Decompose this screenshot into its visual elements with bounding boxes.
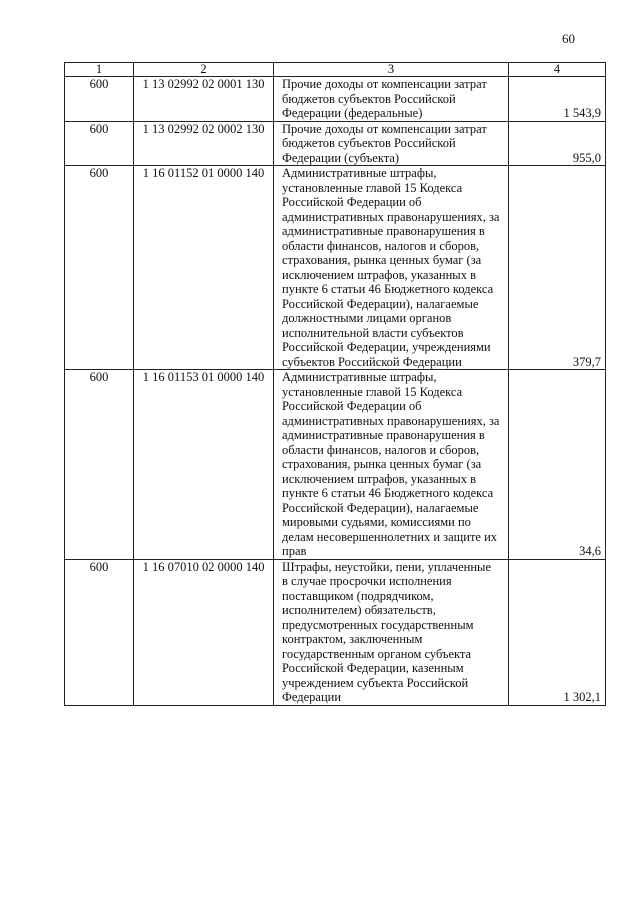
page-number: 60 [562,31,575,46]
table-row [65,121,606,166]
description-line: административных правонарушениях, за [282,209,500,224]
description-line: должностными лицами органов [282,311,452,325]
description-line: административных правонарушениях, за [282,413,500,428]
admin-code-cell: 600 [65,121,134,166]
description-line: Российской Федерации, казенным [282,661,464,675]
description-line: предусмотренных государственным [282,617,474,632]
description-line: Штрафы, неустойки, пени, уплаченные [282,559,491,574]
description-line: бюджетов субъектов Российской [282,136,456,150]
description-line: учреждением субъекта Российской [282,675,469,690]
budget-code-cell: 1 16 07010 02 0000 140 [134,559,274,705]
description-line: контрактом, заключенным [282,632,423,646]
table-row [65,559,606,705]
budget-code-cell: 1 16 01153 01 0000 140 [134,370,274,560]
description-line: в случае просрочки исполнения [282,574,452,588]
amount-cell: 34,6 [509,370,606,560]
table-row [65,370,606,560]
description-cell [274,121,509,166]
description-line: субъектов Российской Федерации [282,354,462,369]
table-header-row [65,63,606,77]
column-header-4: 4 [509,63,606,77]
description-line: страхования, рынка ценных бумаг (за [282,253,482,267]
description-line: Федерации [282,690,342,704]
table-body [65,77,606,706]
budget-code-cell: 1 16 01152 01 0000 140 [134,166,274,370]
table-row [65,77,606,122]
budget-code-cell: 1 13 02992 02 0001 130 [134,77,274,122]
description-line: Федерации (субъекта) [282,150,400,165]
description-line: Российской Федерации об [282,399,422,413]
description-line: Российской Федерации), налагаемые [282,500,479,515]
admin-code-cell: 600 [65,77,134,122]
description-line: установленные главой 15 Кодекса [282,180,463,195]
description-cell [274,77,509,122]
description-cell [274,166,509,370]
description-line: Российской Федерации, учреждениями [282,340,491,354]
revenue-table [64,62,606,706]
description-line: Административные штрафы, [282,166,437,180]
table-row [65,166,606,370]
description-line: прав [282,544,307,558]
description-line: делам несовершеннолетних и защите их [282,529,498,544]
budget-code-cell: 1 13 02992 02 0002 130 [134,121,274,166]
description-line: исключением штрафов, указанных в [282,267,476,282]
admin-code-cell: 600 [65,166,134,370]
description-line: области финансов, налогов и сборов, [282,238,480,253]
description-line: страхования, рынка ценных бумаг (за [282,457,482,471]
description-line: Российской Федерации об [282,195,422,209]
description-line: Прочие доходы от компенсации затрат [282,121,487,136]
amount-cell: 955,0 [509,121,606,166]
description-line: Федерации (федеральные) [282,106,423,120]
description-line: исполнительной власти субъектов [282,325,464,340]
admin-code-cell: 600 [65,370,134,560]
description-line: исполнителем) обязательств, [282,603,436,617]
amount-cell: 1 543,9 [509,77,606,122]
description-line: области финансов, налогов и сборов, [282,442,480,457]
description-line: поставщиком (подрядчиком, [282,588,434,603]
description-line: административные правонарушения в [282,224,485,238]
description-line: установленные главой 15 Кодекса [282,384,463,399]
column-header-3: 3 [274,63,509,77]
description-cell [274,559,509,705]
amount-cell: 1 302,1 [509,559,606,705]
description-line: бюджетов субъектов Российской [282,91,456,106]
description-line: государственным органом субъекта [282,646,472,661]
description-line: Российской Федерации), налагаемые [282,296,479,311]
admin-code-cell: 600 [65,559,134,705]
description-line: Прочие доходы от компенсации затрат [282,77,487,91]
column-header-2: 2 [134,63,274,77]
description-line: пункте 6 статьи 46 Бюджетного кодекса [282,486,494,500]
column-header-1: 1 [65,63,134,77]
description-line: исключением штрафов, указанных в [282,471,476,486]
description-line: Административные штрафы, [282,370,437,384]
description-line: пункте 6 статьи 46 Бюджетного кодекса [282,282,494,296]
description-line: мировыми судьями, комиссиями по [282,515,471,529]
amount-cell: 379,7 [509,166,606,370]
description-line: административные правонарушения в [282,428,485,442]
description-cell [274,370,509,560]
